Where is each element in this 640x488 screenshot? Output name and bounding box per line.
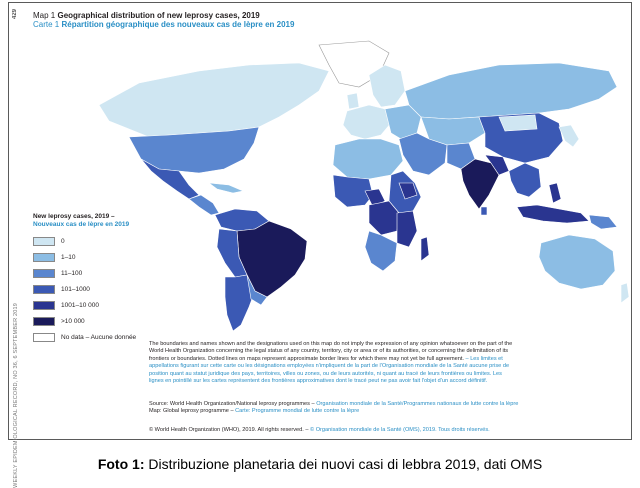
legend-label: 1001–10 000: [61, 301, 99, 309]
map-disclaimer: [149, 341, 517, 385]
caption-text: Distribuzione planetaria dei nuovi casi di lebbra 2019, dati OMS: [144, 456, 543, 472]
legend-item: [33, 313, 136, 329]
map-label-fr: Carte 1: [33, 20, 60, 29]
legend-swatch: [33, 269, 55, 278]
disclaimer-en: The boundaries and names shown and the designations used on this map do not imply the expression of any opinion whatsoever on the part of the World Health Organization concerning the legal status of any country, territory, city or area or of its authorities, or concerning the delimitation of its frontiers or boundaries. Dotted lines on maps represent approximate border lines for which there may not yet be full agreement.: [149, 341, 513, 362]
page-number: 429: [12, 9, 18, 20]
source-en: Source: World Health Organization/National leprosy programmes –: [149, 401, 315, 407]
region-mozambique-tanzania: [397, 211, 417, 247]
map-label-en: Map 1: [33, 11, 56, 20]
running-header: WEEKLY EPIDEMIOLOGICAL RECORD, NO 36, 6 SEPTEMBER 2019: [13, 303, 19, 488]
region-philippines: [549, 183, 561, 203]
region-papua: [589, 215, 617, 229]
legend-label: No data – Aucune donnée: [61, 333, 137, 341]
legend-item: [33, 249, 136, 265]
region-southern-africa: [365, 231, 397, 271]
legend-item: [33, 281, 136, 297]
map-title: [33, 11, 294, 29]
region-mongolia: [499, 115, 537, 131]
map-title-fr: Répartition géographique des nouveaux cas de lèpre en 2019: [61, 20, 295, 29]
legend-title-fr: Nouveaux cas de lèpre en 2019: [33, 221, 130, 228]
region-madagascar: [421, 237, 429, 261]
copyright-fr: © Organisation mondiale de la Santé (OMS), 2019. Tous droits réservés.: [310, 427, 490, 433]
region-scandinavia: [369, 65, 405, 107]
legend-item: [33, 233, 136, 249]
disclaimer-fr: – Les limites et appellations figurant sur cette carte ou les désignations employées n'impliquent de la part de l'Organisation mondiale de la Santé aucune prise de position quant au statut juridique des pays, territoires, villes ou zones, ou de leurs autorités, ni quant au tracé de leurs frontières ou limites. Les lignes en pointillé sur les cartes représentent des frontières approximatives dont le tracé peut ne pas avoir fait l'objet d'un accord définitif.: [149, 355, 510, 385]
legend-swatch: [33, 317, 55, 326]
legend-swatch: [33, 333, 55, 342]
region-north-africa: [333, 139, 403, 179]
region-myanmar-indochina: [509, 163, 541, 197]
region-russia: [405, 63, 617, 119]
legend-item: [33, 265, 136, 281]
region-caribbean: [209, 183, 243, 193]
region-canada-alaska: [99, 63, 329, 137]
legend-swatch: [33, 301, 55, 310]
caption-label: Foto 1:: [97, 456, 145, 472]
copyright-en: © World Health Organization (WHO), 2019. All rights reserved. –: [149, 427, 309, 433]
photo-caption: [0, 456, 640, 472]
legend-label: 101–1000: [61, 285, 90, 293]
map-credit-fr: Carte: Programme mondial de lutte contre la lèpre: [235, 408, 360, 414]
side-strip: [11, 3, 25, 488]
region-sri-lanka: [481, 207, 487, 215]
region-australia: [539, 235, 615, 289]
source-fr: Organisation mondiale de la Santé/Programmes nationaux de lutte contre la lèpre: [316, 401, 519, 407]
legend-label: 11–100: [61, 269, 83, 277]
legend-label: >10 000: [61, 317, 85, 325]
region-new-zealand: [621, 283, 629, 303]
legend-item: [33, 297, 136, 313]
region-central-america: [189, 195, 219, 215]
map-legend: [33, 213, 136, 345]
region-indonesia: [517, 205, 589, 223]
legend-label: 0: [61, 237, 65, 245]
legend-title-en: New leprosy cases, 2019 –: [33, 213, 115, 220]
map-title-en: Geographical distribution of new leprosy cases, 2019: [57, 11, 260, 20]
legend-item: [33, 329, 136, 345]
legend-swatch: [33, 285, 55, 294]
copyright: [149, 427, 490, 433]
legend-swatch: [33, 253, 55, 262]
region-uk: [347, 93, 359, 109]
legend-label: 1–10: [61, 253, 76, 261]
region-western-europe: [343, 105, 391, 139]
legend-swatch: [33, 237, 55, 246]
map-source: [149, 401, 529, 415]
map-credit-en: Map: Global leprosy programme –: [149, 408, 234, 414]
